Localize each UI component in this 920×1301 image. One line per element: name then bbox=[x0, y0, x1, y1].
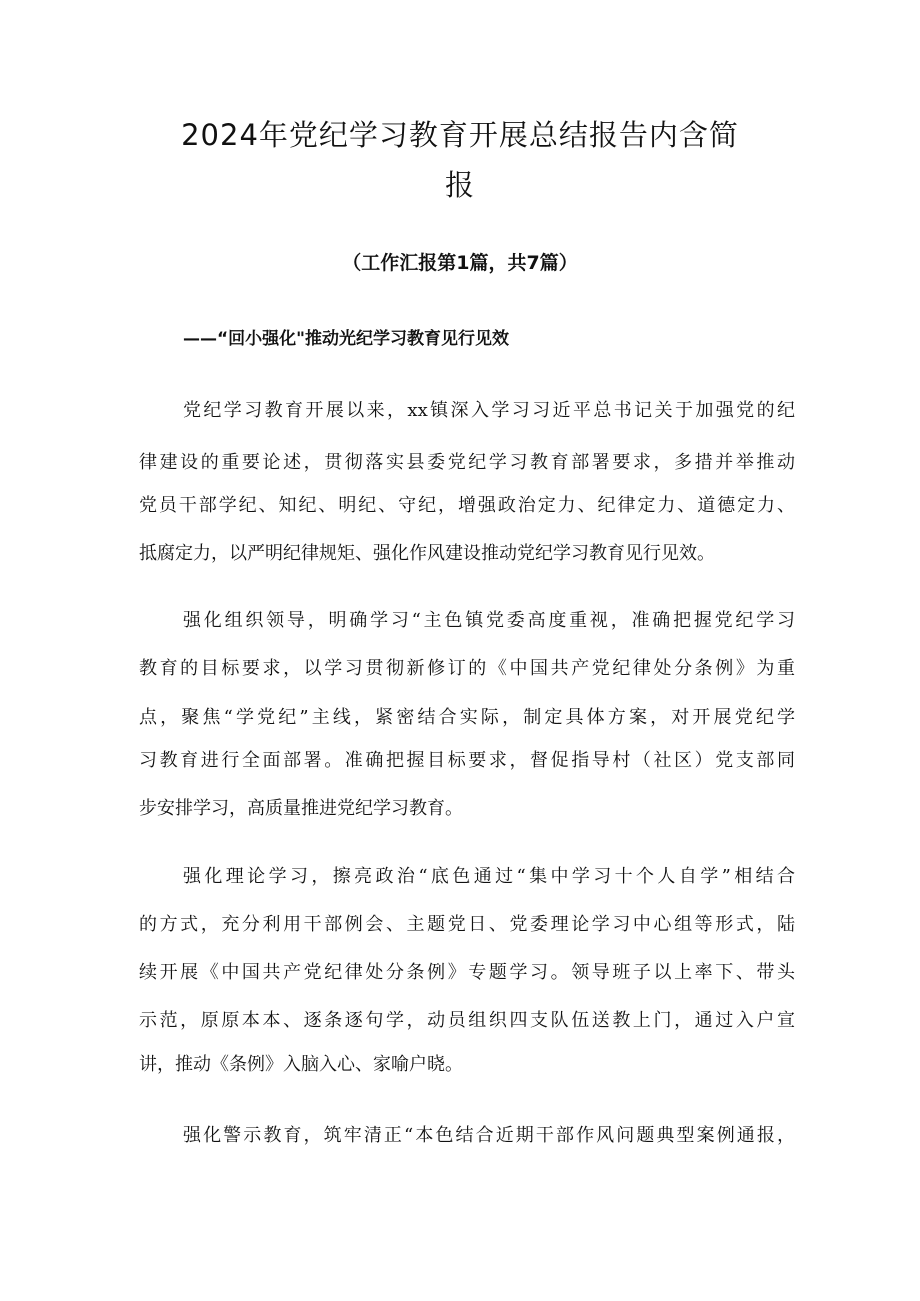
paragraph-line: 党员干部学纪、知纪、明纪、守纪，增强政治定力、纪律定力、道德定力、 bbox=[139, 495, 795, 516]
document-byline: ——“回小强化"推动光纪学习教育见行见效 bbox=[183, 329, 510, 349]
paragraph-line: 习教育进行全面部署。准确把握目标要求，督促指导村（社区）党支部同 bbox=[139, 750, 795, 771]
paragraph-line: 的方式，充分利用干部例会、主题党日、党委理论学习中心组等形式，陆 bbox=[139, 914, 795, 935]
paragraph-line: 强化警示教育，筑牢清正“本色结合近期干部作风问题典型案例通报， bbox=[183, 1125, 795, 1146]
paragraph-line: 讲，推动《条例》入脑入心、家喻户晓。 bbox=[139, 1054, 463, 1075]
paragraph-line: 示范，原原本本、逐条逐句学，动员组织四支队伍送教上门，通过入户宣 bbox=[139, 1010, 795, 1031]
paragraph-line: 强化组织领导，明确学习“主色镇党委高度重视，准确把握党纪学习 bbox=[183, 610, 795, 631]
document-title-line-2: 报 bbox=[444, 168, 475, 202]
paragraph-line: 教育的目标要求，以学习贯彻新修订的《中国共产党纪律处分条例》为重 bbox=[139, 658, 795, 679]
paragraph-line: 党纪学习教育开展以来，xx镇深入学习习近平总书记关于加强党的纪 bbox=[183, 400, 795, 421]
paragraph-line: 点，聚焦“学党纪”主线，紧密结合实际，制定具体方案，对开展党纪学 bbox=[139, 707, 795, 728]
paragraph-line: 抵腐定力，以严明纪律规矩、强化作风建设推动党纪学习教育见行见效。 bbox=[139, 543, 715, 564]
paragraph-line: 续开展《中国共产党纪律处分条例》专题学习。领导班子以上率下、带头 bbox=[139, 962, 795, 983]
paragraph-line: 强化理论学习，擦亮政治“底色通过“集中学习十个人自学”相结合 bbox=[183, 866, 795, 887]
document-subtitle: （工作汇报第1篇，共7篇） bbox=[342, 252, 578, 274]
paragraph-line: 步安排学习，高质量推进党纪学习教育。 bbox=[139, 798, 463, 819]
paragraph-line: 律建设的重要论述，贯彻落实县委党纪学习教育部署要求，多措并举推动 bbox=[139, 452, 795, 473]
document-title-line-1: 2024年党纪学习教育开展总结报告内含简 bbox=[181, 118, 739, 152]
